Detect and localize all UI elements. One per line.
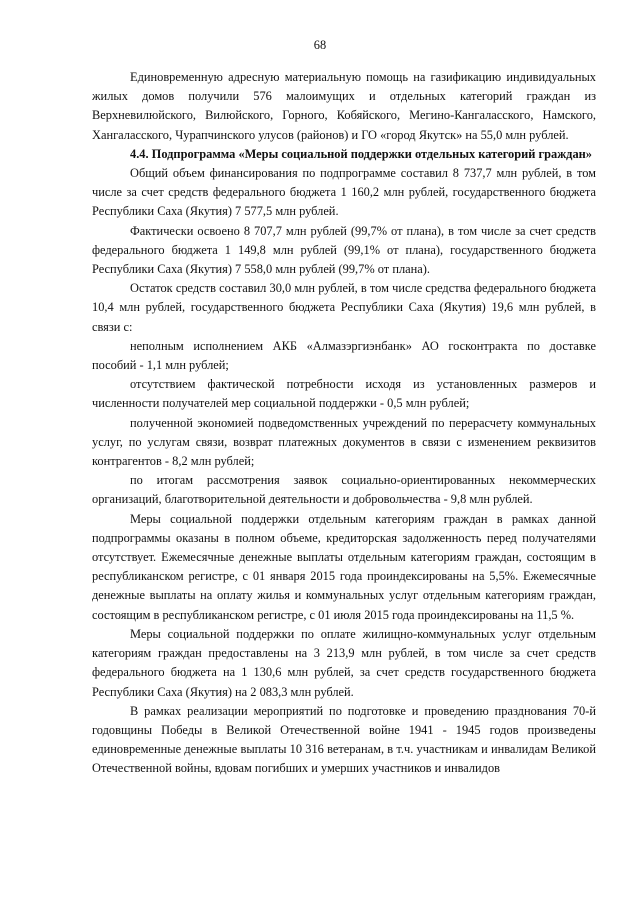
paragraph-reason-bank: неполным исполнением АКБ «Алмазэргиэнбанк» АО госконтракта по доставке пособий - 1,1 млн рублей;: [92, 338, 596, 373]
paragraph-reason-ngo: по итогам рассмотрения заявок социально-ориентированных некоммерческих организаций, благотворительной деятельности и добровольчества - 9,8 млн рублей.: [92, 473, 596, 507]
paragraph-total-financing: Общий объем финансирования по подпрограмме составил 8 737,7 млн рублей, в том числе за счет средств федерального бюджета 1 160,2 млн рублей, государственного бюджета Республики Саха (Якутия) 7 577,5 млн рублей.: [92, 166, 596, 219]
paragraph-support-measures: Меры социальной поддержки отдельным категориям граждан в рамках данной подпрограммы оказаны в полном объеме, кредиторская задолженность перед получателями отсутствует. Ежемесячные денежные выплаты отдельным категориям граждан, состоящим в республиканском регистре, с 01 января 2015 года проиндексированы на 5,5%. Ежемесячные денежные выплаты на оплату жилья и коммунальных услуг отдельным категориям граждан, состоящим в республиканском регистре, с 01 июля 2015 года проиндексированы на 11,5 %.: [92, 511, 596, 622]
paragraph-reason-savings: полученной экономией подведомственных учреждений по перерасчету коммунальных услуг, по услугам связи, возврат платежных документов в связи с изменением реквизитов контрагентов - 8,2 млн рублей;: [92, 415, 596, 469]
document-body: [92, 68, 596, 779]
page-number: 68: [313, 38, 327, 52]
paragraph-housing-utilities: Меры социальной поддержки по оплате жилищно-коммунальных услуг отдельным категориям граждан предоставлены на 3 213,9 млн рублей, в том числе за счет средств федерального бюджета на 1 130,6 млн рублей, за счет средств государственного бюджета Республики Саха (Якутия) на 2 083,3 млн рублей.: [92, 626, 596, 699]
paragraph-actual-spending: Фактически освоено 8 707,7 млн рублей (99,7% от плана), в том числе за счет средств федерального бюджета 1 149,8 млн рублей (99,1% от плана), государственного бюджета Республики Саха (Якутия) 7 558,0 млн рублей (99,7% от плана).: [92, 223, 596, 277]
paragraph-victory-anniversary: В рамках реализации мероприятий по подготовке и проведению празднования 70-й годовщины Победы в Великой Отечественной войне 1941 - 1945 годов произведены единовременные денежные выплаты 10 316 ветеранам, в т.ч. участникам и инвалидам Великой Отечественной войны, вдовам погибших и умерших участников и инвалидов: [92, 703, 596, 776]
paragraph-remaining-funds: Остаток средств составил 30,0 млн рублей, в том числе средства федерального бюджета 10,4 млн рублей, государственного бюджета Республики Саха (Якутия) 19,6 млн рублей, в связи с:: [92, 281, 596, 334]
section-heading-4-4: 4.4. Подпрограмма «Меры социальной поддержки отдельных категорий граждан»: [130, 146, 592, 161]
paragraph-reason-no-need: отсутствием фактической потребности исходя из установленных размеров и численности получателей мер социальной поддержки - 0,5 млн рублей;: [92, 377, 596, 411]
paragraph-gasification-aid: Единовременную адресную материальную помощь на газификацию индивидуальных жилых домов получили 576 малоимущих и отдельных категорий граждан из Верхневилюйского, Вилюйского, Горного, Кобяйского, Мегино-Кангаласского, Намского, Хангаласского, Чурапчинского улусов (районов) и ГО «город Якутск» на 55,0 млн рублей.: [92, 70, 596, 142]
